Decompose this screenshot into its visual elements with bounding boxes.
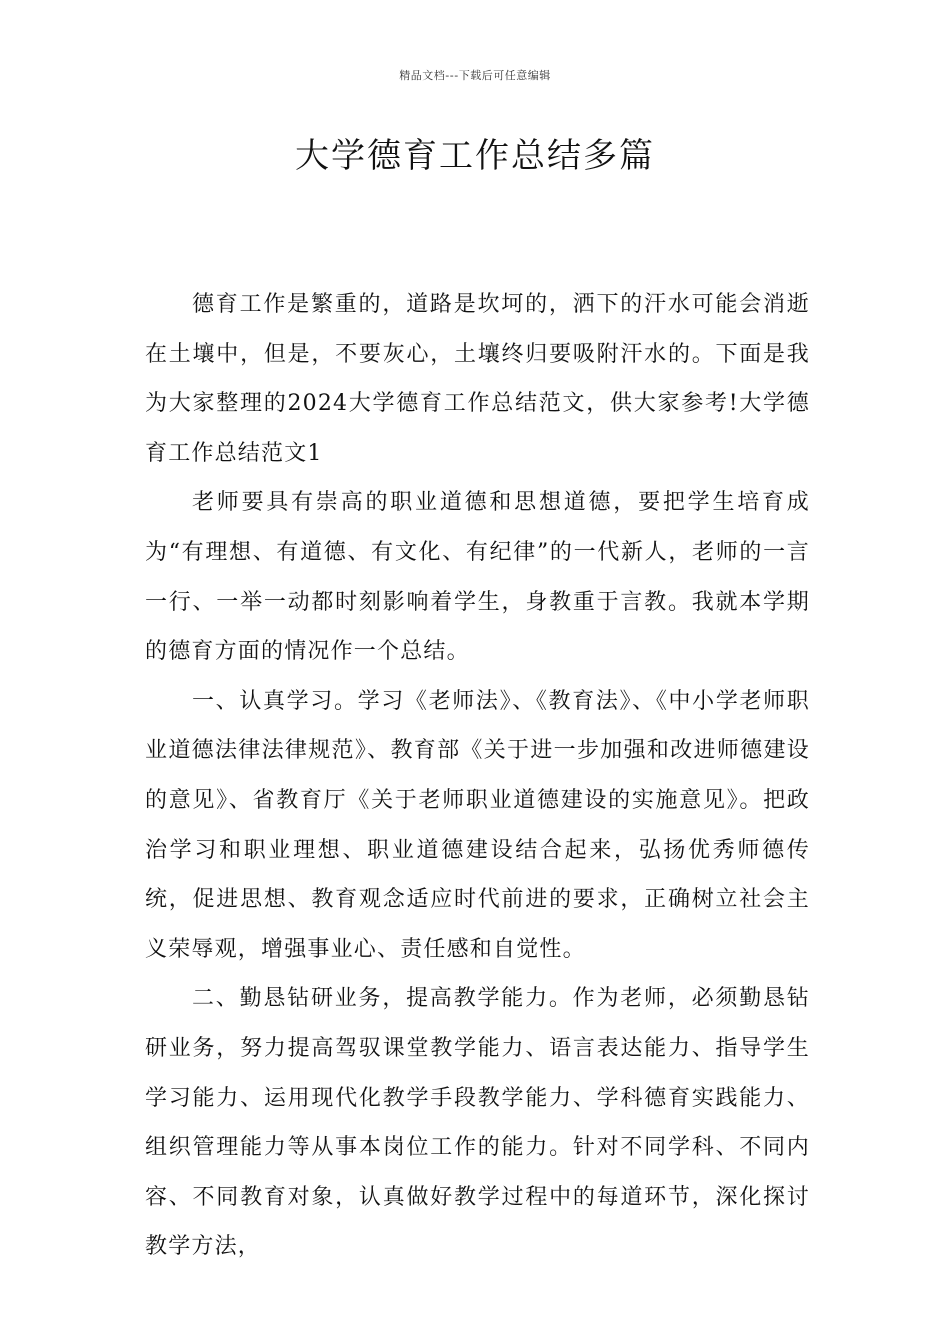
document-body [145,280,810,1272]
paragraph-section-two: 二、勤恳钻研业务，提高教学能力。作为老师，必须勤恳钻研业务，努力提高驾驭课堂教学能力、语言表达能力、指导学生学习能力、运用现代化教学手段教学能力、学科德育实践能力、组织管理能力等从事本岗位工作的能力。针对不同学科、不同内容、不同教育对象，认真做好教学过程中的每道环节，深化探讨教学方法， [145,986,810,1260]
header-note: 精品文档---下载后可任意编辑 [399,69,551,82]
document-title: 大学德育工作总结多篇 [295,136,655,176]
paragraph-intro: 德育工作是繁重的，道路是坎坷的，洒下的汗水可能会消逝在土壤中，但是，不要灰心，土壤终归要吸附汗水的。下面是我为大家整理的2024大学德育工作总结范文，供大家参考!大学德育工作总结范文1 [145,292,810,466]
paragraph-section-one: 一、认真学习。学习《老师法》、《教育法》、《中小学老师职业道德法律法律规范》、教育部《关于进一步加强和改进师德建设的意见》、省教育厅《关于老师职业道德建设的实施意见》。把政治学习和职业理想、职业道德建设结合起来，弘扬优秀师德传统，促进思想、教育观念适应时代前进的要求，正确树立社会主义荣辱观，增强事业心、责任感和自觉性。 [145,688,810,962]
paragraph-teacher-ethics: 老师要具有崇高的职业道德和思想道德，要把学生培育成为“有理想、有道德、有文化、有纪律”的一代新人，老师的一言一行、一举一动都时刻影响着学生，身教重于言教。我就本学期的德育方面的情况作一个总结。 [145,490,810,665]
